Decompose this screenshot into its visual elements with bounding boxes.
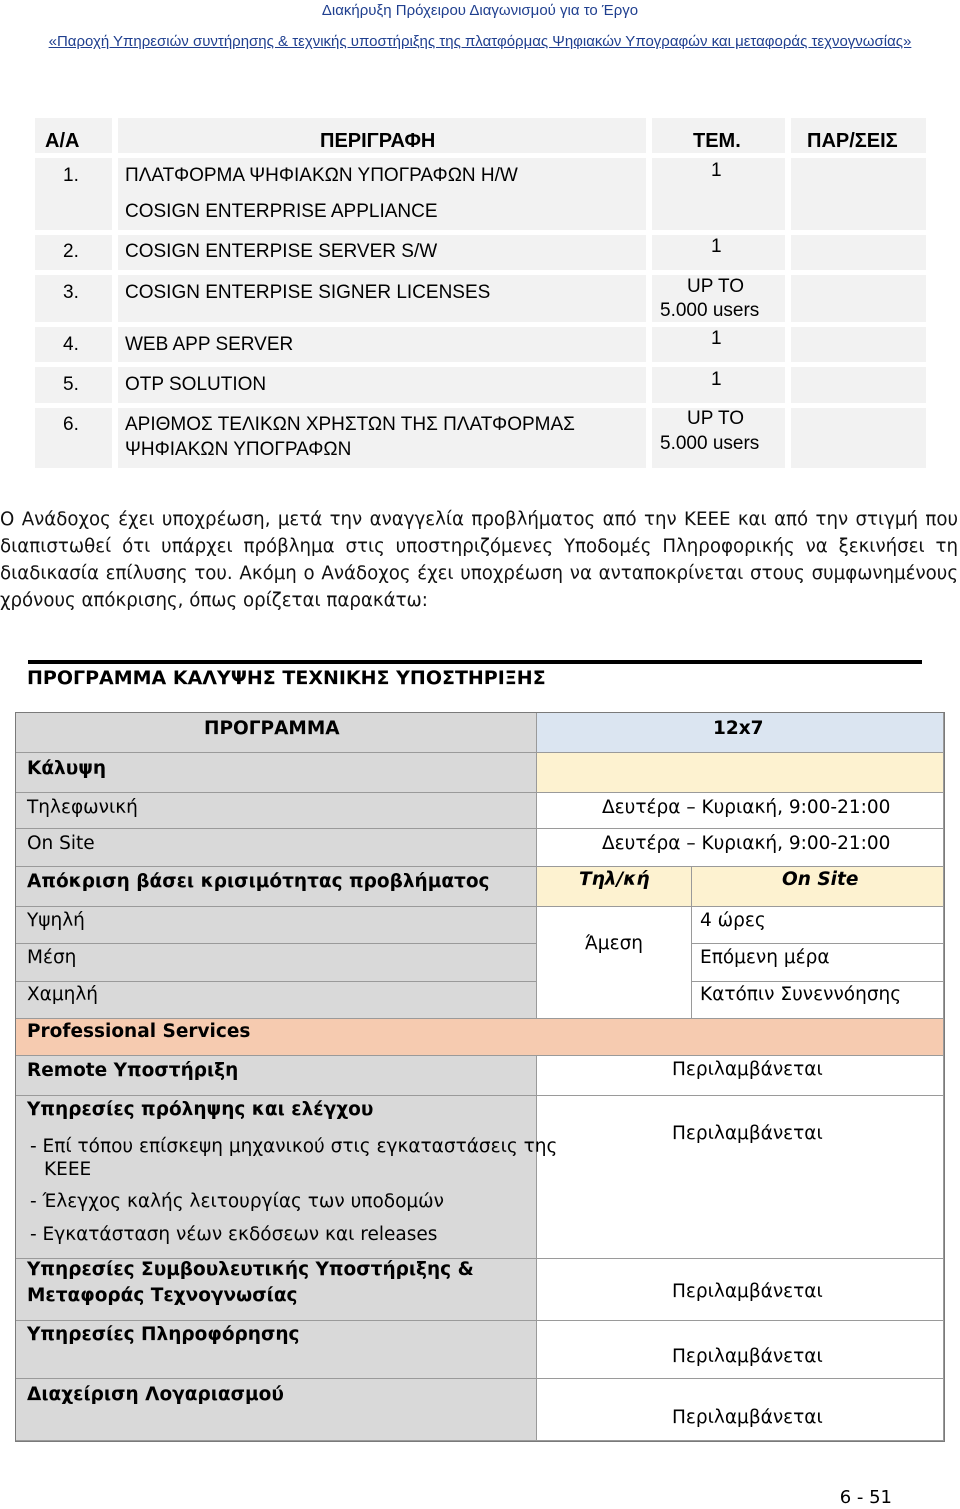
onsite-response-medium: Επόμενη μέρα: [700, 947, 830, 968]
program-value: 12x7: [713, 718, 764, 739]
row-description: ΠΛΑΤΦΟΡΜΑ ΨΗΦΙΑΚΩΝ ΥΠΟΓΡΑΦΩΝ H/W: [125, 165, 518, 186]
support-table: [15, 712, 945, 1442]
row-number: 3.: [63, 282, 79, 303]
prevention-item: - Επί τόπου επίσκεψη μηχανικού στις εγκαταστάσεις της: [30, 1136, 558, 1157]
row-description: COSIGN ENTERPRISE APPLIANCE: [125, 201, 438, 222]
equipment-table: [35, 118, 926, 468]
consulting-value: Περιλαμβάνεται: [672, 1281, 823, 1302]
phone-label: Τηλεφωνική: [27, 797, 138, 818]
header-subtitle: «Παροχή Υπηρεσιών συντήρησης & τεχνικής υποστήριξης της πλατφόρμας Ψηφιακών Υπογραφών και μεταφοράς τεχνογνωσίας»: [48, 33, 912, 50]
response-label: Απόκριση βάσει κρισιμότητας προβλήματος: [27, 871, 490, 892]
obligation-paragraph: Ο Ανάδοχος έχει υποχρέωση, μετά την αναγγελία προβλήματος από την ΚΕΕΕ και από την στιγμή που διαπιστωθεί ότι υπάρχει πρόβλημα στις υποστηριζόμενες Υποδομές Πληροφορικής να ξεκινήσει τη διαδικασία επίλυσης του. Ακόμη ο Ανάδοχος έχει υποχρέωση να ανταποκρίνεται στους συμφωνημένους χρόνους απόκρισης, όπως ορίζεται παρακάτω:: [0, 509, 958, 611]
row-quantity: 1: [711, 369, 722, 390]
row-quantity-detail: 5.000 users: [660, 433, 760, 454]
account-management-value: Περιλαμβάνεται: [672, 1407, 823, 1428]
row-description: WEB APP SERVER: [125, 334, 294, 355]
row-description: ΨΗΦΙΑΚΩΝ ΥΠΟΓΡΑΦΩΝ: [125, 439, 352, 460]
row-number: 6.: [63, 414, 79, 435]
program-label: ΠΡΟΓΡΑΜΜΑ: [204, 718, 340, 739]
information-label: Υπηρεσίες Πληροφόρησης: [27, 1324, 300, 1345]
row-number: 2.: [63, 241, 79, 262]
schedule-title: ΠΡΟΓΡΑΜΜΑ ΚΑΛΥΨΗΣ ΤΕΧΝΙΚΗΣ ΥΠΟΣΤΗΡΙΞΗΣ: [27, 667, 546, 689]
row-quantity: UP TO: [687, 276, 745, 297]
response-phone-header: Τηλ/κή: [579, 869, 650, 890]
response-onsite-header: On Site: [782, 869, 859, 890]
priority-low: Χαμηλή: [27, 984, 99, 1005]
row-quantity-detail: 5.000 users: [660, 300, 760, 321]
information-value: Περιλαμβάνεται: [672, 1346, 823, 1367]
remote-support-label: Remote Υποστήριξη: [27, 1060, 239, 1081]
row-description: COSIGN ENTERPISE SIGNER LICENSES: [125, 282, 491, 303]
row-number: 4.: [63, 334, 79, 355]
prevention-item: ΚΕΕΕ: [44, 1159, 92, 1180]
priority-high: Υψηλή: [27, 910, 85, 931]
coverage-label: Κάλυψη: [27, 758, 107, 779]
onsite-response-high: 4 ώρες: [700, 910, 766, 931]
row-number: 5.: [63, 374, 79, 395]
remote-support-value: Περιλαμβάνεται: [672, 1059, 823, 1080]
phone-hours: Δευτέρα – Κυριακή, 9:00-21:00: [602, 797, 891, 818]
prevention-label: Υπηρεσίες πρόληψης και ελέγχου: [27, 1099, 374, 1120]
row-quantity: 1: [711, 160, 722, 181]
header-title: Διακήρυξη Πρόχειρου Διαγωνισμού για το Έργο: [321, 2, 639, 19]
onsite-response-low: Κατόπιν Συνεννόησης: [700, 984, 902, 1005]
row-quantity: UP TO: [687, 408, 745, 429]
row-description: COSIGN ENTERPISE SERVER S/W: [125, 241, 438, 262]
section-rule: [28, 660, 922, 664]
header-description: ΠΕΡΙΓΡΑΦΗ: [320, 130, 436, 152]
consulting-label: Μεταφοράς Τεχνογνωσίας: [27, 1285, 298, 1306]
onsite-label: On Site: [27, 833, 95, 854]
header-notes: ΠΑΡ/ΣΕΙΣ: [807, 130, 898, 152]
header-aa: Α/Α: [45, 130, 80, 152]
row-number: 1.: [63, 165, 79, 186]
row-quantity: 1: [711, 236, 722, 257]
page-number: 6 - 51: [839, 1487, 892, 1508]
account-management-label: Διαχείριση Λογαριασμού: [27, 1384, 284, 1405]
header-quantity: ΤΕΜ.: [693, 130, 741, 152]
prevention-item: - Έλεγχος καλής λειτουργίας των υποδομών: [30, 1191, 445, 1212]
row-description: OTP SOLUTION: [125, 374, 267, 395]
consulting-label: Υπηρεσίες Συμβουλευτικής Υποστήριξης &: [27, 1259, 474, 1280]
row-quantity: 1: [711, 328, 722, 349]
prevention-value: Περιλαμβάνεται: [672, 1123, 823, 1144]
phone-response-immediate: Άμεση: [585, 933, 644, 954]
row-description: ΑΡΙΘΜΟΣ ΤΕΛΙΚΩΝ ΧΡΗΣΤΩΝ ΤΗΣ ΠΛΑΤΦΟΡΜΑΣ: [125, 414, 575, 435]
onsite-hours: Δευτέρα – Κυριακή, 9:00-21:00: [602, 833, 891, 854]
priority-medium: Μέση: [27, 947, 77, 968]
professional-services-heading: Professional Services: [27, 1021, 251, 1042]
prevention-item: - Εγκατάσταση νέων εκδόσεων και releases: [30, 1224, 438, 1245]
